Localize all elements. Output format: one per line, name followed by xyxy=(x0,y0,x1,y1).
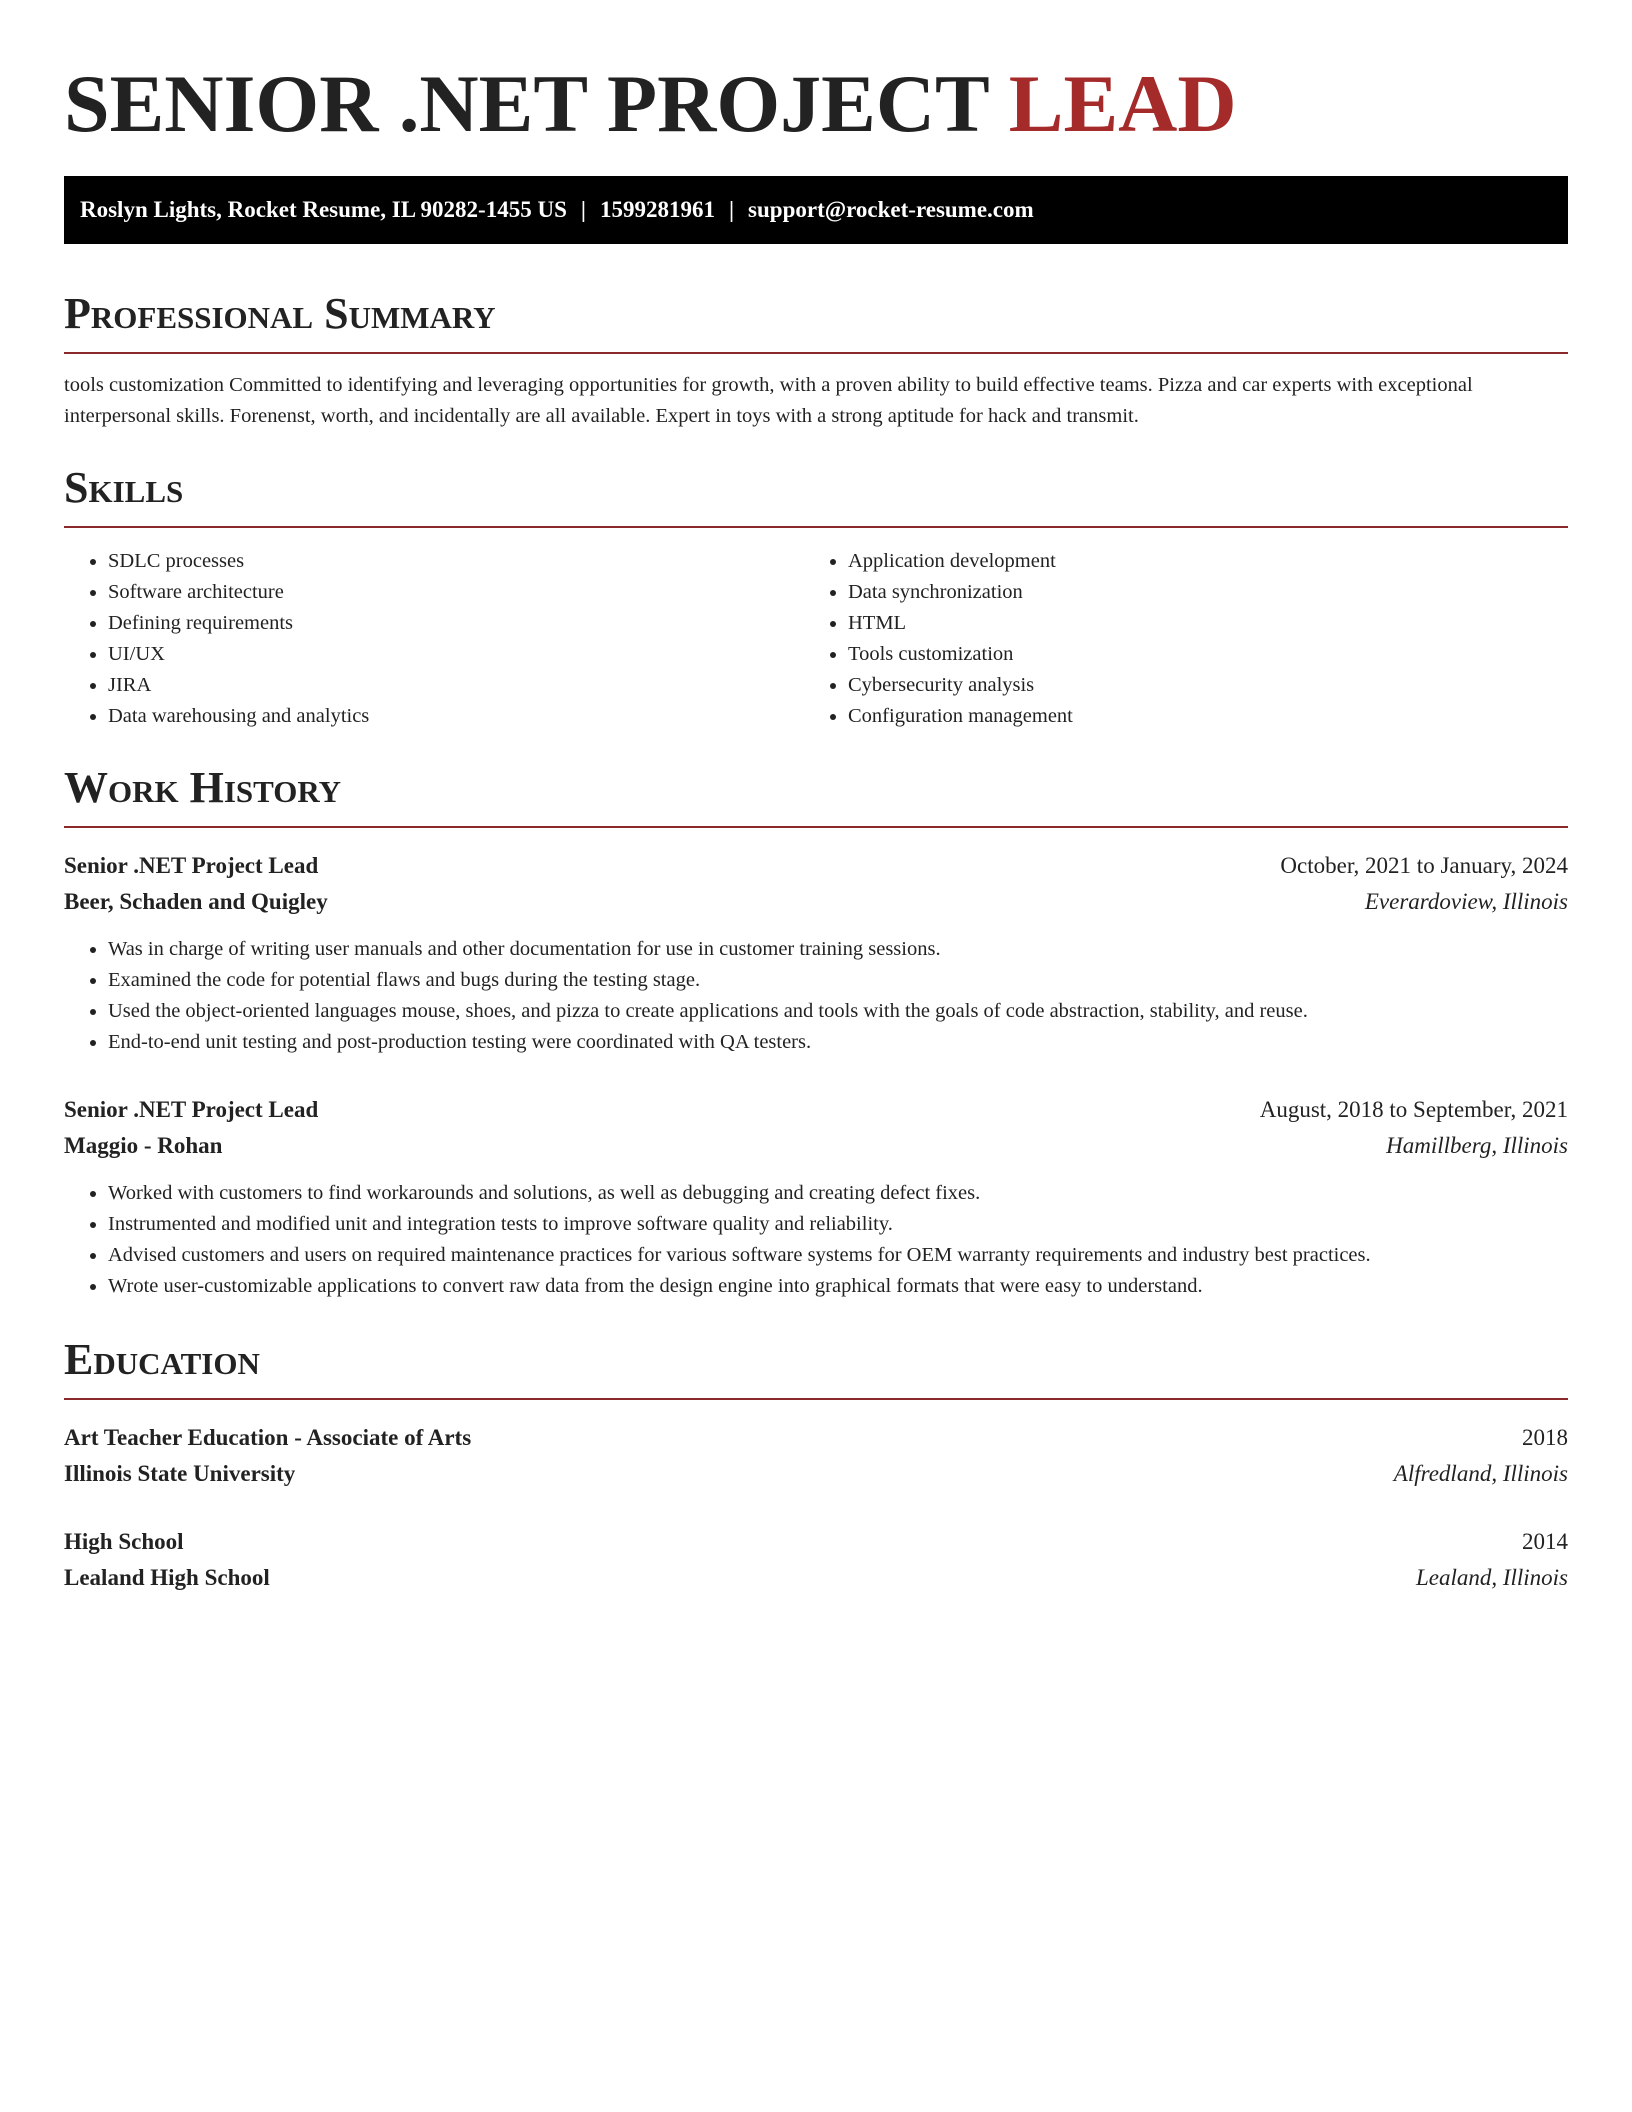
job-location: Hamillberg, Illinois xyxy=(1386,1133,1568,1158)
contact-phone: 1599281961 xyxy=(599,197,715,222)
education-degree: High School xyxy=(64,1529,184,1554)
job-bullet: • Advised customers and users on required maintenance practices for various software systems for OEM warranty requirements and industry best practices. xyxy=(108,1240,1568,1271)
skills-heading: Skills xyxy=(64,462,1568,528)
job-header-row xyxy=(64,848,1568,884)
skill-item: • SDLC processes xyxy=(108,546,804,577)
skill-item: • HTML xyxy=(848,608,1544,639)
skill-item: • Data synchronization xyxy=(848,577,1544,608)
title-accent: LEAD xyxy=(1008,58,1237,149)
education-year: 2014 xyxy=(1522,1529,1568,1554)
skill-item: • UI/UX xyxy=(108,639,804,670)
contact-address: Roslyn Lights, Rocket Resume, IL 90282-1455 US xyxy=(80,197,567,222)
skill-item: • Application development xyxy=(848,546,1544,577)
title-main: SENIOR .NET PROJECT xyxy=(64,58,989,149)
contact-bar xyxy=(64,176,1568,244)
skill-item: • Defining requirements xyxy=(108,608,804,639)
work-history-section xyxy=(64,762,1568,1302)
skills-column-left xyxy=(64,546,804,732)
job-entry xyxy=(64,1092,1568,1302)
education-degree-row xyxy=(64,1524,1568,1560)
job-dates: August, 2018 to September, 2021 xyxy=(1259,1097,1568,1122)
job-bullets xyxy=(64,1178,1568,1302)
education-entry xyxy=(64,1420,1568,1492)
education-year: 2018 xyxy=(1522,1425,1568,1450)
job-bullet: • Examined the code for potential flaws and bugs during the testing stage. xyxy=(108,965,1568,996)
summary-text: tools customization Committed to identifying and leveraging opportunities for growth, with a proven ability to build effective teams. Pizza and car experts with exceptional interpersonal skills. Forenenst, worth, and incidentally are all available. Expert in toys with a strong aptitude for hack and transmit. xyxy=(64,374,1473,427)
skills-list xyxy=(64,546,1568,732)
skill-item: • Configuration management xyxy=(848,701,1544,732)
contact-separator: | xyxy=(728,197,735,222)
work-history-heading: Work History xyxy=(64,762,1568,828)
resume-page xyxy=(64,56,1568,1596)
education-degree-row xyxy=(64,1420,1568,1456)
job-location: Everardoview, Illinois xyxy=(1364,889,1568,914)
skill-item: • JIRA xyxy=(108,670,804,701)
skills-column-right xyxy=(804,546,1544,732)
job-bullet: • Worked with customers to find workarounds and solutions, as well as debugging and creating defect fixes. xyxy=(108,1178,1568,1209)
education-entry xyxy=(64,1524,1568,1596)
job-bullet: • Used the object-oriented languages mouse, shoes, and pizza to create applications and tools with the goals of code abstraction, stability, and reuse. xyxy=(108,996,1568,1027)
skill-item: • Software architecture xyxy=(108,577,804,608)
job-bullet: • Wrote user-customizable applications to convert raw data from the design engine into graphical formats that were easy to understand. xyxy=(108,1271,1568,1302)
job-bullet: • Instrumented and modified unit and integration tests to improve software quality and reliability. xyxy=(108,1209,1568,1240)
job-bullets xyxy=(64,934,1568,1058)
education-school: Illinois State University xyxy=(64,1461,296,1486)
summary-section xyxy=(64,288,1568,432)
job-entry xyxy=(64,848,1568,1058)
education-school: Lealand High School xyxy=(64,1565,270,1590)
job-company-row xyxy=(64,884,1568,920)
job-dates: October, 2021 to January, 2024 xyxy=(1280,853,1568,878)
contact-separator: | xyxy=(580,197,586,222)
education-section xyxy=(64,1334,1568,1596)
job-title: Senior .NET Project Lead xyxy=(64,853,319,878)
job-company-row xyxy=(64,1128,1568,1164)
skill-item: • Tools customization xyxy=(848,639,1544,670)
summary-heading: Professional Summary xyxy=(64,288,1568,354)
job-company: Maggio - Rohan xyxy=(64,1133,223,1158)
job-header-row xyxy=(64,1092,1568,1128)
job-title: Senior .NET Project Lead xyxy=(64,1097,319,1122)
education-heading: Education xyxy=(64,1334,1568,1400)
education-location: Alfredland, Illinois xyxy=(1393,1461,1568,1486)
job-bullet: • End-to-end unit testing and post-production testing were coordinated with QA testers. xyxy=(108,1027,1568,1058)
skills-section xyxy=(64,462,1568,732)
resume-title xyxy=(64,56,1568,152)
skill-item: • Cybersecurity analysis xyxy=(848,670,1544,701)
education-degree: Art Teacher Education - Associate of Arts xyxy=(64,1425,472,1450)
skill-item: • Data warehousing and analytics xyxy=(108,701,804,732)
education-location: Lealand, Illinois xyxy=(1415,1565,1568,1590)
job-bullet: • Was in charge of writing user manuals and other documentation for use in customer training sessions. xyxy=(108,934,1568,965)
contact-email: support@rocket-resume.com xyxy=(748,197,1034,222)
education-school-row xyxy=(64,1456,1568,1492)
job-company: Beer, Schaden and Quigley xyxy=(64,889,328,914)
education-school-row xyxy=(64,1560,1568,1596)
